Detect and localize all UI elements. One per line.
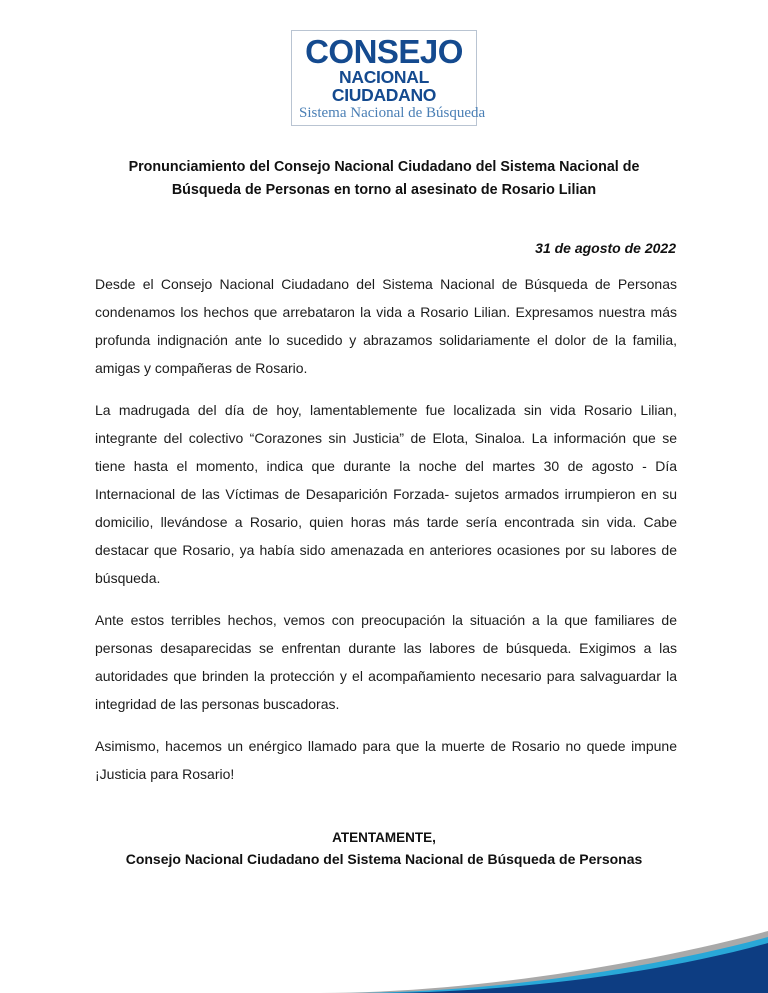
body-paragraph: La madrugada del día de hoy, lamentablemente fue localizada sin vida Rosario Lilian, integrante del colectivo “Corazones sin Justicia” de Elota, Sinaloa. La información que se tiene hasta el momento, indica que durante la noche del martes 30 de agosto - Día Internacional de las Víctimas de Desaparición Forzada- sujetos armados irrumpieron en su domicilio, llevándose a Rosario, quien horas más tarde sería encontrada sin vida. Cabe destacar que Rosario, ya había sido amenazada en anteriores ocasiones por su labores de búsqueda. (95, 402, 677, 586)
swoosh-band-gray (320, 931, 768, 993)
page-title: Pronunciamiento del Consejo Nacional Ciudadano del Sistema Nacional de Búsqueda de Personas en torno al asesinato de Rosario Lilian (128, 159, 640, 199)
body-paragraph: Desde el Consejo Nacional Ciudadano del Sistema Nacional de Búsqueda de Personas condenamos los hechos que arrebataron la vida a Rosario Lilian. Expresamos nuestra más profunda indignación ante lo sucedido y abrazamos solidariamente el dolor de la familia, amigas y compañeras de Rosario. (95, 276, 677, 376)
body-paragraph: Asimismo, hacemos un enérgico llamado para que la muerte de Rosario no quede impune ¡Justicia para Rosario! (95, 738, 677, 782)
logo-title-primary: CONSEJO (305, 33, 463, 70)
signature-salutation: ATENTAMENTE, (332, 830, 436, 845)
swoosh-band-dark-blue (372, 943, 768, 993)
swoosh-band-cyan (345, 937, 768, 993)
organization-logo (0, 30, 768, 126)
document-body (95, 270, 677, 788)
signature-block (96, 828, 672, 871)
logo-box (291, 30, 486, 126)
document-date: 31 de agosto de 2022 (535, 240, 676, 256)
signature-organization: Consejo Nacional Ciudadano del Sistema Nacional de Búsqueda de Personas (125, 850, 643, 867)
logo-subtitle: Sistema Nacional de Búsqueda (299, 105, 486, 122)
footer-swoosh-decoration (0, 873, 768, 993)
logo-title-secondary: NACIONAL CIUDADANO (331, 67, 437, 105)
body-paragraph: Ante estos terribles hechos, vemos con preocupación la situación a la que familiares de personas desaparecidas se enfrentan durante las labores de búsqueda. Exigimos a las autoridades que brinden la protección y el acompañamiento necesario para salvaguardar la integridad de las personas buscadoras. (95, 612, 677, 712)
